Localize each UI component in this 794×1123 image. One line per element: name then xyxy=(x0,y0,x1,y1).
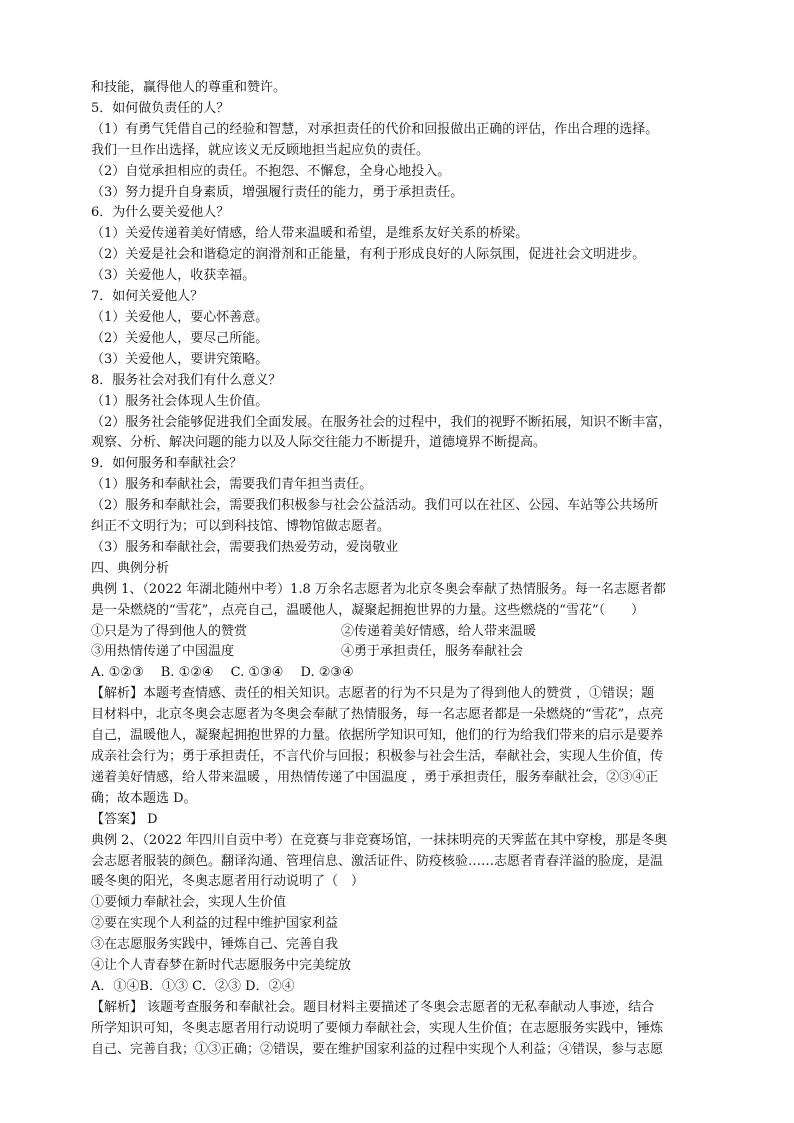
analysis-line: 【解析】 该题考查服务和奉献社会。题目材料主要描述了冬奥会志愿者的无私奉献动人事迹，结合 xyxy=(91,999,655,1015)
text-line: 和技能，赢得他人的尊重和赞许。 xyxy=(91,80,287,95)
option-2: ②要在实现个人利益的过程中维护国家利益 xyxy=(91,916,339,932)
analysis-line: 确；故本题选 D。 xyxy=(91,790,197,806)
example1-options-row xyxy=(91,622,711,643)
option-3: ③用热情传递了中国温度 xyxy=(91,644,235,660)
text-line: （3）关爱他人，收获幸福。 xyxy=(91,268,256,284)
question-heading: 8．服务社会对我们有什么意义？ xyxy=(91,372,282,388)
text-line: 观察、分析、解决问题的能力以及人际交往能力不断提升，道德境界不断提高。 xyxy=(91,435,547,451)
text-line: （2）服务和奉献社会，需要我们积极参与社会公益活动。我们可以在社区、公园、车站等公共场所 xyxy=(91,498,659,514)
example1-options-row xyxy=(91,642,711,663)
option-1: ①只是为了得到他人的赞赏 xyxy=(91,623,248,639)
option-4: ④让个人青春梦在新时代志愿服务中完美绽放 xyxy=(91,958,352,974)
text-line: （1）关爱传递着美好情感，给人带来温暖和希望，是维系友好关系的桥梁。 xyxy=(91,226,529,242)
text-line: 纠正不文明行为；可以到科技馆、博物馆做志愿者。 xyxy=(91,519,391,535)
analysis-line: 目材料中，北京冬奥会志愿者为冬奥会奉献了热情服务，每一名志愿者都是一朵燃烧的“雪花”，点亮 xyxy=(91,707,664,723)
example-stem: 会志愿者服装的颜色。翻译沟通、管理信息、激活证件、防疫核验……志愿者青春洋溢的脸庞，是温 xyxy=(91,853,664,869)
section-heading: 四、典例分析 xyxy=(91,560,170,576)
text-line: （1）服务和奉献社会，需要我们青年担当责任。 xyxy=(91,477,373,493)
option-3: ③在志愿服务实践中，锤炼自己、完善自我 xyxy=(91,937,339,953)
text-line: （3）服务和奉献社会，需要我们热爱劳动，爱岗敬业 xyxy=(91,539,399,555)
text-line: （1）服务社会体现人生价值。 xyxy=(91,393,269,409)
text-line: （1）关爱他人，要心怀善意。 xyxy=(91,309,269,325)
option-1: ①要倾力奉献社会，实现人生价值 xyxy=(91,895,287,911)
example1-choices: A. ①②③ B. ①②④ C. ①③④ D. ②③④ xyxy=(91,665,354,681)
text-line: （2）关爱是社会和谐稳定的润滑剂和正能量，有利于形成良好的人际氛围，促进社会文明进步。 xyxy=(91,247,646,263)
analysis-line: 自己、完善自我；①③正确；②错误，要在维护国家利益的过程中实现个人利益；④错误，参与志愿 xyxy=(91,1041,664,1057)
analysis-line: 所学知识可知，冬奥志愿者用行动说明了要倾力奉献社会，实现人生价值；在志愿服务实践中，锤炼 xyxy=(91,1020,664,1036)
example-stem: 是一朵燃烧的“雪花”，点亮自己，温暖他人，凝聚起拥抱世界的力量。这些燃烧的“雪花”（ ） xyxy=(91,602,645,618)
document-page xyxy=(91,78,711,1061)
text-line: （3）关爱他人，要讲究策略。 xyxy=(91,351,269,367)
text-line: （1）有勇气凭借自己的经验和智慧，对承担责任的代价和回报做出正确的评估，作出合理的选择。 xyxy=(91,121,659,137)
question-heading: 6．为什么要关爱他人？ xyxy=(91,205,230,221)
example2-choices: A．①④B．①③ C．②③ D．②④ xyxy=(91,978,295,994)
text-line: （3）努力提升自身素质，增强履行责任的能力，勇于承担责任。 xyxy=(91,184,464,200)
example-stem: 暖冬奥的阳光，冬奥志愿者用行动说明了（ ） xyxy=(91,874,365,890)
question-heading: 5．如何做负责任的人？ xyxy=(91,100,230,116)
text-line: 我们一旦作出选择，就应该义无反顾地担当起应负的责任。 xyxy=(91,142,430,158)
analysis-line: 成亲社会行为；勇于承担责任，不言代价与回报；积极参与社会生活，奉献社会，实现人生价值，传 xyxy=(91,749,664,764)
example-stem: 典例 1、（2022 年湖北随州中考）1.8 万余名志愿者为北京冬奥会奉献了热情服务。每一名志愿者都 xyxy=(91,581,666,597)
option-2: ②传递着美好情感，给人带来温暖 xyxy=(341,623,537,639)
text-line: （2）服务社会能够促进我们全面发展。在服务社会的过程中，我们的视野不断拓展，知识不断丰富， xyxy=(91,414,672,430)
analysis-line: 递着美好情感，给人带来温暖 ，用热情传递了中国温度 ，勇于承担责任，服务奉献社会，②③④正 xyxy=(91,769,659,785)
question-heading: 7．如何关爱他人？ xyxy=(91,289,204,305)
option-4: ④勇于承担责任，服务奉献社会 xyxy=(341,644,524,660)
analysis-line: 自己，温暖他人，凝聚起拥抱世界的力量。依据所学知识可知，他们的行为给我们带来的启示是要养 xyxy=(91,728,664,744)
answer-line: 【答案】 D xyxy=(91,811,158,827)
text-line: （2）自觉承担相应的责任。不抱怨、不懈怠，全身心地投入。 xyxy=(91,163,451,179)
example-stem: 典例 2、（2022 年四川自贡中考）在竞赛与非竞赛场馆，一抹抹明亮的天霁蓝在其中穿梭，那是冬奥 xyxy=(91,832,668,848)
question-heading: 9．如何服务和奉献社会？ xyxy=(91,456,243,472)
text-line: （2）关爱他人，要尽己所能。 xyxy=(91,330,269,346)
analysis-line: 【解析】本题考查情感、责任的相关知识。志愿者的行为不只是为了得到他人的赞赏 ，①错误；题 xyxy=(91,686,655,702)
